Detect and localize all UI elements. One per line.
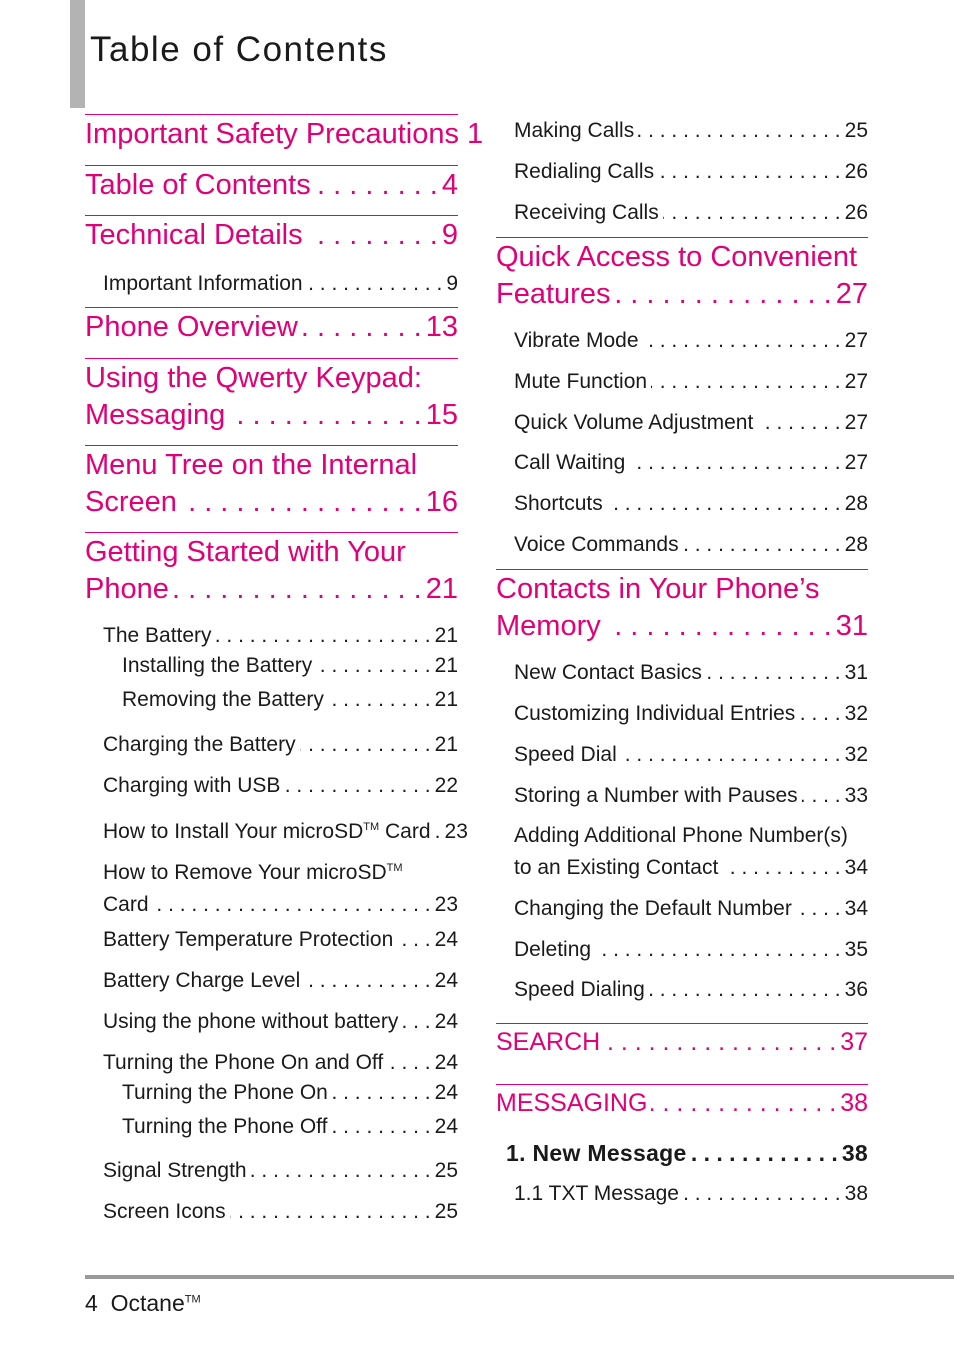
toc-entry-page: 24: [434, 1081, 458, 1104]
dot-leader: [651, 366, 841, 398]
toc-entry-title: Messaging: [85, 399, 226, 431]
toc-entry[interactable]: [514, 820, 868, 884]
toc-entry[interactable]: [85, 532, 458, 608]
dot-leader: [307, 217, 438, 254]
toc-entry-title: Customizing Individual Entries: [514, 702, 796, 725]
footer-page-number: 4: [85, 1290, 98, 1316]
toc-entry-title-line: Adding Additional Phone Number(s): [514, 824, 848, 847]
toc-entry[interactable]: [514, 115, 868, 147]
dot-leader: [304, 965, 430, 997]
dot-leader: [683, 1178, 841, 1210]
dot-leader: [802, 780, 841, 812]
toc-entry[interactable]: [514, 893, 868, 925]
toc-entry-title-line: Using the Qwerty Keypad:: [85, 362, 422, 394]
dot-leader: [649, 974, 841, 1006]
toc-entry-page: 25: [844, 119, 868, 142]
section-rule: [496, 1084, 868, 1085]
toc-entry-title: Removing the Battery: [122, 688, 324, 711]
footer-trademark: TM: [184, 1293, 201, 1306]
toc-entry[interactable]: [103, 770, 458, 802]
toc-entry[interactable]: [85, 358, 458, 434]
toc-entry-title-line: Menu Tree on the Internal: [85, 449, 418, 481]
toc-entry[interactable]: [514, 197, 868, 229]
toc-entry-title: Memory: [496, 610, 601, 642]
toc-entry[interactable]: [103, 852, 458, 921]
dot-leader: [387, 1047, 430, 1079]
toc-entry[interactable]: [514, 1178, 868, 1210]
dot-leader: [663, 197, 841, 229]
toc-entry-title: 1. New Message: [506, 1140, 687, 1166]
page-footer: [85, 1290, 201, 1317]
toc-entry-page: 21: [434, 624, 458, 647]
toc-entry-page: 32: [844, 702, 868, 725]
toc-entry-title-line: How to Remove Your microSD™: [103, 861, 403, 884]
toc-entry[interactable]: [514, 698, 868, 730]
toc-entry-page: 25: [434, 1200, 458, 1223]
toc-entry-page: 16: [425, 486, 458, 518]
toc-entry[interactable]: [514, 529, 868, 561]
toc-entry-page: 23: [434, 893, 458, 916]
toc-entry[interactable]: [85, 114, 484, 153]
toc-entry-page: 38: [844, 1182, 868, 1205]
toc-entry-title: Charging with USB: [103, 774, 281, 797]
toc-entry-title: Quick Volume Adjustment: [514, 411, 754, 434]
toc-entry[interactable]: [85, 215, 458, 254]
toc-entry-page: 23: [444, 820, 468, 843]
toc-entry-page: 36: [844, 978, 868, 1001]
toc-entry-page: 33: [844, 784, 868, 807]
toc-entry-page: 31: [844, 661, 868, 684]
toc-entry[interactable]: [514, 739, 868, 771]
toc-entry-title: How to Install Your microSD™ Card: [103, 820, 431, 843]
toc-entry[interactable]: [514, 657, 868, 689]
section-rule: [85, 532, 458, 533]
toc-entry-page: 13: [425, 311, 458, 343]
dot-leader: [216, 620, 431, 652]
toc-entry-page: 34: [844, 897, 868, 920]
dot-leader: [300, 729, 431, 761]
toc-entry-page: 38: [840, 1089, 868, 1117]
toc-entry-page: 32: [844, 743, 868, 766]
toc-entry-page: 24: [434, 1051, 458, 1074]
toc-entry[interactable]: [514, 325, 868, 357]
toc-entry-title: Speed Dial: [514, 743, 617, 766]
dot-leader: [595, 934, 841, 966]
toc-entry[interactable]: [85, 165, 458, 204]
toc-entry-title: Changing the Default Number: [514, 897, 792, 920]
toc-entry-page: 24: [434, 928, 458, 951]
toc-entry-page: 27: [844, 451, 868, 474]
toc-entry-page: 15: [425, 399, 458, 431]
dot-leader: [435, 816, 441, 848]
dot-leader: [181, 484, 422, 521]
toc-entry[interactable]: [103, 965, 458, 997]
toc-entry-page: 24: [434, 969, 458, 992]
toc-entry[interactable]: [103, 1047, 458, 1079]
section-rule: [85, 307, 458, 308]
dot-leader: [315, 167, 438, 204]
toc-entry[interactable]: [122, 1077, 458, 1109]
toc-entry-page: 21: [425, 573, 458, 605]
dot-leader: [607, 488, 841, 520]
toc-entry[interactable]: [122, 684, 458, 716]
toc-entry-title: Deleting: [514, 938, 592, 961]
side-tab-bar: [70, 0, 85, 108]
toc-entry[interactable]: [122, 1111, 458, 1143]
toc-entry[interactable]: [514, 447, 868, 479]
section-rule: [85, 445, 458, 446]
toc-entry[interactable]: [514, 156, 868, 188]
toc-entry[interactable]: [514, 780, 868, 812]
toc-entry-title: Screen: [85, 486, 177, 518]
toc-entry-page: 26: [844, 201, 868, 224]
toc-entry[interactable]: [506, 1137, 868, 1169]
dot-leader: [691, 1137, 838, 1169]
toc-entry-title-line: Quick Access to Convenient: [496, 241, 858, 273]
dot-leader: [683, 529, 841, 561]
dot-leader: [307, 268, 443, 300]
dot-leader: [402, 1006, 430, 1038]
dot-leader: [229, 397, 421, 434]
toc-entry-title-line: Contacts in Your Phone’s: [496, 573, 820, 605]
toc-entry-title: Vibrate Mode: [514, 329, 639, 352]
toc-entry-page: 24: [434, 1010, 458, 1033]
section-rule: [496, 569, 868, 570]
toc-entry-page: 37: [840, 1028, 868, 1056]
dot-leader: [621, 739, 841, 771]
toc-entry-title: Turning the Phone On and Off: [103, 1051, 384, 1074]
toc-entry-page: 21: [434, 733, 458, 756]
toc-entry-title: MESSAGING: [496, 1089, 648, 1117]
toc-entry-title: Features: [496, 278, 611, 310]
dot-leader: [722, 852, 840, 884]
section-rule: [85, 358, 458, 359]
dot-leader: [658, 156, 841, 188]
dot-leader: [332, 1077, 431, 1109]
toc-entry-title: Storing a Number with Pauses: [514, 784, 798, 807]
toc-entry-page: 28: [844, 533, 868, 556]
toc-entry[interactable]: [85, 307, 458, 346]
toc-entry-page: 27: [844, 411, 868, 434]
toc-entry-title: The Battery: [103, 624, 212, 647]
dot-leader: [316, 650, 430, 682]
toc-entry-title: Call Waiting: [514, 451, 626, 474]
toc-entry-title: 1.1 TXT Message: [514, 1182, 679, 1205]
section-rule: [496, 237, 868, 238]
toc-entry-title: Turning the Phone On: [122, 1081, 328, 1104]
toc-entry-page: 38: [841, 1140, 868, 1166]
toc-entry-page: 4: [441, 169, 458, 201]
toc-entry-page: 25: [434, 1159, 458, 1182]
toc-entry-page: 34: [844, 856, 868, 879]
toc-entry-page: 31: [835, 610, 868, 642]
toc-entry-title: SEARCH: [496, 1028, 601, 1056]
dot-leader: [284, 770, 430, 802]
toc-entry-title: Shortcuts: [514, 492, 603, 515]
dot-leader: [757, 407, 840, 439]
toc-entry-title: Installing the Battery: [122, 654, 313, 677]
toc-entry[interactable]: [103, 620, 458, 652]
section-rule: [85, 215, 458, 216]
toc-entry-title: Mute Function: [514, 370, 648, 393]
toc-entry-title: New Contact Basics: [514, 661, 702, 684]
page-title: Table of Contents: [90, 30, 388, 69]
toc-entry-page: 24: [434, 1115, 458, 1138]
toc-entry-page: 27: [835, 278, 868, 310]
toc-entry-title: Technical Details: [85, 219, 303, 251]
dot-leader: [614, 276, 831, 313]
toc-entry-title: Making Calls: [514, 119, 635, 142]
dot-leader: [328, 684, 431, 716]
toc-entry[interactable]: [103, 811, 468, 848]
toc-entry-page: 27: [844, 329, 868, 352]
toc-entry-page: 28: [844, 492, 868, 515]
toc-entry[interactable]: [103, 268, 458, 300]
toc-entry[interactable]: [103, 924, 458, 956]
toc-entry-title: Voice Commands: [514, 533, 679, 556]
section-rule: [85, 165, 458, 166]
toc-entry[interactable]: [496, 237, 868, 313]
toc-entry[interactable]: [514, 366, 868, 398]
dot-leader: [651, 1086, 836, 1120]
toc-entry-title: Speed Dialing: [514, 978, 645, 1001]
dot-leader: [629, 447, 840, 479]
toc-entry-title: Battery Charge Level: [103, 969, 301, 992]
dot-leader: [230, 1196, 431, 1228]
toc-entry[interactable]: [103, 1196, 458, 1228]
toc-entry-title: to an Existing Contact: [514, 856, 719, 879]
toc-entry-title: Redialing Calls: [514, 160, 655, 183]
toc-entry-title: Screen Icons: [103, 1200, 226, 1223]
toc-entry-page: 35: [844, 938, 868, 961]
toc-entry[interactable]: [514, 488, 868, 520]
dot-leader: [706, 657, 841, 689]
toc-entry-title-line: Getting Started with Your: [85, 536, 406, 568]
dot-leader: [251, 1155, 431, 1187]
toc-entry-page: 21: [434, 688, 458, 711]
toc-entry-title: Phone Overview: [85, 311, 298, 343]
toc-entry[interactable]: [514, 974, 868, 1006]
toc-entry[interactable]: [496, 1084, 868, 1120]
toc-entry-page: 9: [441, 219, 458, 251]
toc-entry-title: Charging the Battery: [103, 733, 296, 756]
dot-leader: [302, 309, 422, 346]
toc-entry[interactable]: [85, 445, 458, 521]
section-rule: [496, 1023, 868, 1024]
dot-leader: [643, 325, 841, 357]
toc-entry-page: 9: [446, 272, 458, 295]
footer-product-name: Octane: [110, 1290, 185, 1316]
toc-entry[interactable]: [103, 729, 458, 761]
toc-entry-title: Signal Strength: [103, 1159, 247, 1182]
toc-entry-page: 21: [434, 654, 458, 677]
dot-leader: [331, 1111, 430, 1143]
toc-entry[interactable]: [496, 569, 868, 645]
dot-leader: [604, 1025, 836, 1059]
dot-leader: [173, 571, 422, 608]
toc-entry-title: Battery Temperature Protection: [103, 928, 394, 951]
dot-leader: [397, 924, 430, 956]
dot-leader: [605, 608, 832, 645]
toc-entry-title: Using the phone without battery: [103, 1010, 399, 1033]
toc-entry-page: 22: [434, 774, 458, 797]
dot-leader: [796, 893, 841, 925]
toc-entry[interactable]: [103, 1155, 458, 1187]
toc-entry[interactable]: [103, 1006, 458, 1038]
toc-entry-title: Important Safety Precautions 1: [85, 118, 484, 150]
toc-entry-title: Important Information: [103, 272, 303, 295]
toc-entry[interactable]: [122, 650, 458, 682]
section-rule: [85, 114, 458, 115]
toc-entry-title: Phone: [85, 573, 169, 605]
toc-entry[interactable]: [496, 1023, 868, 1059]
toc-entry[interactable]: [514, 934, 868, 966]
toc-entry[interactable]: [514, 407, 868, 439]
toc-entry-title: Receiving Calls: [514, 201, 659, 224]
toc-entry-title: Table of Contents: [85, 169, 311, 201]
toc-entry-page: 26: [844, 160, 868, 183]
footer-rule: [85, 1275, 954, 1279]
toc-entry-page: 27: [844, 370, 868, 393]
dot-leader: [799, 698, 840, 730]
dot-leader: [638, 115, 840, 147]
dot-leader: [153, 889, 431, 921]
toc-entry-title: Turning the Phone Off: [122, 1115, 328, 1138]
toc-entry-title: Card: [103, 893, 149, 916]
